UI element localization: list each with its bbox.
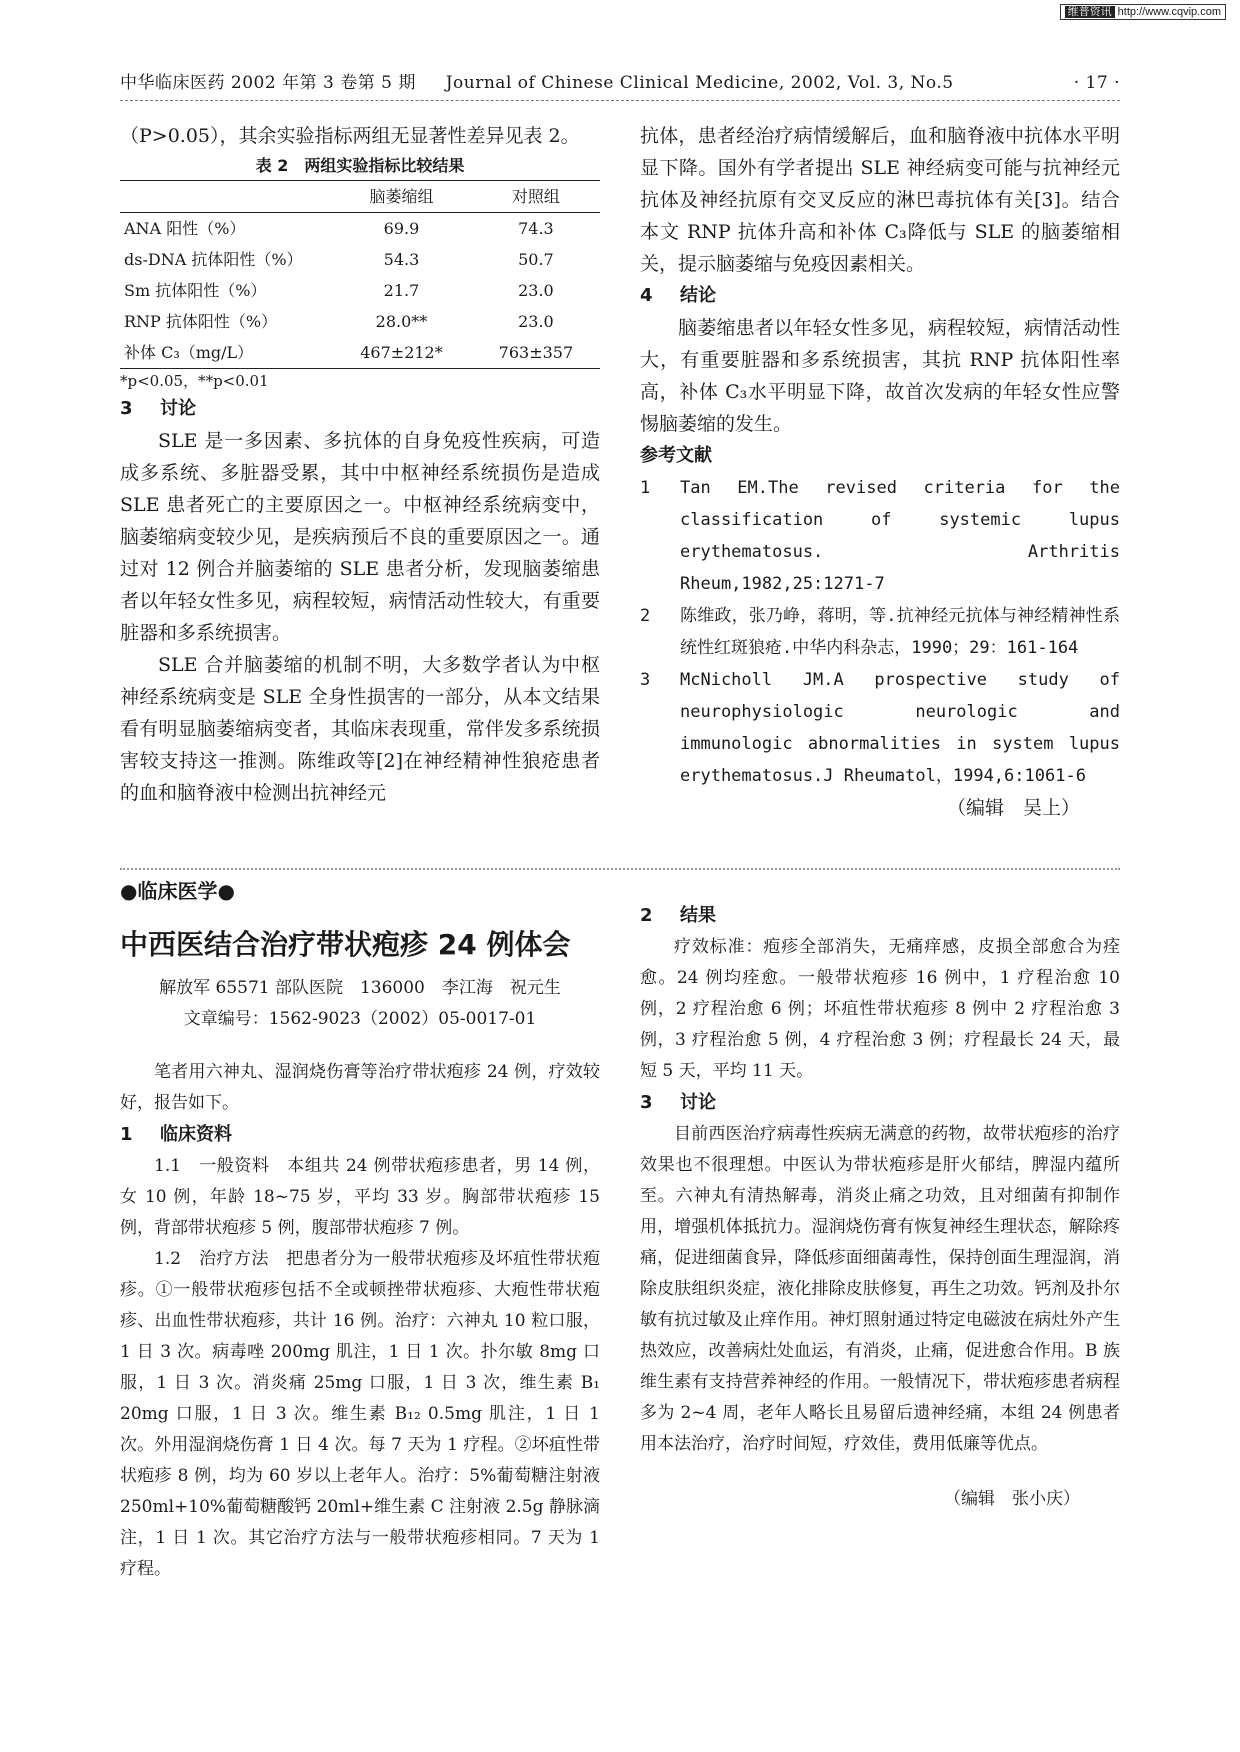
journal-title-cn: 中华临床医药 2002 年第 3 卷第 5 期 (120, 73, 416, 93)
table2 (120, 180, 600, 369)
table-header-cell: 对照组 (511, 187, 560, 206)
paragraph: 脑萎缩患者以年轻女性多见，病程较短，病情活动性大，有重要脏器和多系统损害，其抗 RNP 抗体阳性率高，补体 C₃水平明显下降，故首次发病的年轻女性应警惕脑萎缩的发生。 (640, 317, 1120, 435)
watermark-brand: 维普资讯 (1065, 6, 1115, 18)
table-header-row (120, 181, 600, 213)
references-heading: 参考文献 (640, 445, 712, 466)
reference-number: 3 (640, 670, 651, 690)
article2-right-column (640, 900, 1120, 1515)
reference-number: 2 (640, 606, 651, 626)
watermark (1060, 4, 1226, 20)
paragraph: 目前西医治疗病毒性疾病无满意的药物，故带状疱疹的治疗效果也不很理想。中医认为带状疱疹是肝火郁结，脾湿内蕴所至。六神丸有清热解毒，消炎止痛之功效，且对细菌有抑制作用，增强机体抵抗力。湿润烧伤膏有恢复神经生理状态，解除疼痛，促进细菌食异，降低疹面细菌毒性，保持创面生理湿润，消除皮肤组织炎症，液化排除皮肤修复，再生之功效。钙剂及扑尔敏有抗过敏及止痒作用。神灯照射通过特定电磁波在病灶外产生热效应，改善病灶处血运，有消炎，止痛，促进愈合作用。B 族维生素有支持营养神经的作用。一般情况下，带状疱疹患者病程多为 2~4 周，老年人略长且易留后遗神经痛，本组 24 例患者用本法治疗，治疗时间短，疗效佳，费用低廉等优点。 (640, 1124, 1120, 1454)
article1-right-column (640, 120, 1120, 824)
running-header (120, 68, 1120, 98)
paragraph: SLE 合并脑萎缩的机制不明，大多数学者认为中枢神经系统病变是 SLE 全身性损害的一部分，从本文结果看有明显脑萎缩病变者，其临床表现重，常伴发多系统损害较支持这一推测。陈维政等[2]在神经精神性狼疮患者的血和脑脊液中检测出抗神经元 (120, 654, 600, 804)
table2-caption: 表 2 两组实验指标比较结果 (255, 156, 465, 175)
section-title: 临床资料 (160, 1124, 232, 1145)
paragraph: 抗体，患者经治疗病情缓解后，血和脑脊液中抗体水平明显下降。国外有学者提出 SLE 神经病变可能与抗神经元抗体及神经抗原有交叉反应的淋巴毒抗体有关[3]。结合本文 RNP 抗体升高和补体 C₃降低与 SLE 的脑萎缩相关，提示脑萎缩与免疫因素相关。 (640, 125, 1120, 275)
table-header-cell (120, 181, 331, 213)
section-title: 结论 (680, 285, 716, 306)
section-heading (120, 1119, 600, 1151)
table-cell: 763±357 (498, 343, 574, 362)
table-row (120, 275, 600, 306)
section-number: 2 (640, 905, 653, 926)
table-cell: 23.0 (518, 312, 554, 331)
paragraph: 笔者用六神丸、湿润烧伤膏等治疗带状疱疹 24 例，疗效较好，报告如下。 (120, 1062, 600, 1113)
section-heading (120, 393, 600, 425)
section-number: 1 (120, 1124, 133, 1145)
table-cell: 74.3 (518, 219, 554, 238)
table-cell: 补体 C₃（mg/L） (124, 343, 254, 362)
table-header-cell: 脑萎缩组 (369, 187, 434, 206)
article1-intro: （P>0.05），其余实验指标两组无显著性差异见表 2。 (120, 125, 580, 147)
table-cell: ds-DNA 抗体阳性（%） (124, 250, 303, 269)
section-heading (640, 1087, 1120, 1119)
table2-footnote: *p<0.05，**p<0.01 (120, 372, 269, 390)
table-row (120, 337, 600, 369)
table-cell: Sm 抗体阳性（%） (124, 281, 267, 300)
article-separator (120, 868, 1120, 870)
table-cell: 28.0** (375, 312, 428, 331)
reference-text: Tan EM.The revised criteria for the classification of systemic lupus erythematosus. Arthritis Rheum,1982,25:1271-7 (680, 478, 1120, 594)
table-cell: 21.7 (383, 281, 420, 300)
article1-left-column (120, 120, 600, 809)
article-title: 中西医结合治疗带状疱疹 24 例体会 (120, 928, 571, 961)
section-heading (640, 900, 1120, 932)
paragraph: 疗效标准：疱疹全部消失，无痛痒感，皮损全部愈合为痊愈。24 例均痊愈。一般带状疱疹 16 例中，1 疗程治愈 10 例，2 疗程治愈 6 例；坏疽性带状疱疹 8 例中 2 疗程治愈 3 例，3 疗程治愈 5 例，4 疗程治愈 3 例；疗程最长 24 天，最短 5 天，平均 11 天。 (640, 937, 1120, 1081)
table-cell: 54.3 (383, 250, 420, 269)
article-authors: 解放军 65571 部队医院 136000 李江海 祝元生 (159, 978, 561, 998)
section-number: 3 (120, 398, 133, 419)
paragraph: 1.2 治疗方法 把患者分为一般带状疱疹及坏疽性带状疱疹。①一般带状疱疹包括不全或顿挫带状疱疹、大疱性带状疱疹、出血性带状疱疹，共计 16 例。治疗：六神丸 10 粒口服，1 日 3 次。病毒唑 200mg 肌注，1 日 1 次。扑尔敏 8mg 口服，1 日 3 次。消炎痛 25mg 口服，1 日 3 次，维生素 B₁ 20mg 口服，1 日 3 次。维生素 B₁₂ 0.5mg 肌注，1 日 1 次。外用湿润烧伤膏 1 日 4 次。每 7 天为 1 疗程。②坏疽性带状疱疹 8 例，均为 60 岁以上老年人。治疗：5%葡萄糖注射液 250ml+10%葡萄糖酸钙 20ml+维生素 C 注射液 2.5g 静脉滴注，1 日 1 次。其它治疗方法与一般带状疱疹相同。7 天为 1 疗程。 (120, 1249, 600, 1579)
journal-title-en: Journal of Chinese Clinical Medicine, 2002, Vol. 3, No.5 (445, 73, 954, 93)
watermark-url: http://www.cqvip.com (1117, 6, 1221, 18)
reference-item (640, 472, 1120, 600)
article2-left-column (120, 875, 600, 1585)
section-title: 结果 (680, 905, 716, 926)
section-tag: ●临床医学● (120, 879, 235, 903)
table-cell: ANA 阳性（%） (124, 219, 246, 238)
paragraph: 1.1 一般资料 本组共 24 例带状疱疹患者，男 14 例，女 10 例，年龄 18~75 岁，平均 33 岁。胸部带状疱疹 15 例，背部带状疱疹 5 例，腹部带状疱疹 7 例。 (120, 1156, 600, 1238)
table-row (120, 213, 600, 245)
table-cell: 467±212* (360, 343, 443, 362)
table-row (120, 306, 600, 337)
reference-item (640, 600, 1120, 664)
section-number: 3 (640, 1092, 653, 1113)
table-row (120, 244, 600, 275)
table-cell: 69.9 (383, 219, 420, 238)
reference-text: McNicholl JM.A prospective study of neurophysiologic neurologic and immunologic abnormalities in system lupus erythematosus.J Rheumatol，1994,6:1061-6 (680, 670, 1120, 786)
table-cell: RNP 抗体阳性（%） (124, 312, 278, 331)
header-rule (120, 100, 1120, 101)
reference-item (640, 664, 1120, 792)
section-title: 讨论 (160, 398, 196, 419)
article-number: 文章编号：1562-9023（2002）05-0017-01 (183, 1009, 537, 1029)
page-number: · 17 · (1073, 73, 1120, 93)
section-title: 讨论 (680, 1092, 716, 1113)
reference-text: 陈维政，张乃峥，蒋明，等.抗神经元抗体与神经精神性系统性红斑狼疮.中华内科杂志，1990；29：161-164 (680, 606, 1120, 658)
table-cell: 50.7 (518, 250, 554, 269)
paragraph: SLE 是一多因素、多抗体的自身免疫性疾病，可造成多系统、多脏器受累，其中中枢神经系统损伤是造成 SLE 患者死亡的主要原因之一。中枢神经系统病变中，脑萎缩病变较少见，是疾病预后不良的重要原因之一。通过对 12 例合并脑萎缩的 SLE 患者分析，发现脑萎缩患者以年轻女性多见，病程较短，病情活动性较大，有重要脏器和多系统损害。 (120, 430, 600, 644)
editor-note: （编辑 吴上） (946, 797, 1080, 819)
table-cell: 23.0 (518, 281, 554, 300)
section-heading (640, 280, 1120, 312)
editor-note: （编辑 张小庆） (944, 1489, 1080, 1509)
section-number: 4 (640, 285, 653, 306)
reference-number: 1 (640, 478, 651, 498)
